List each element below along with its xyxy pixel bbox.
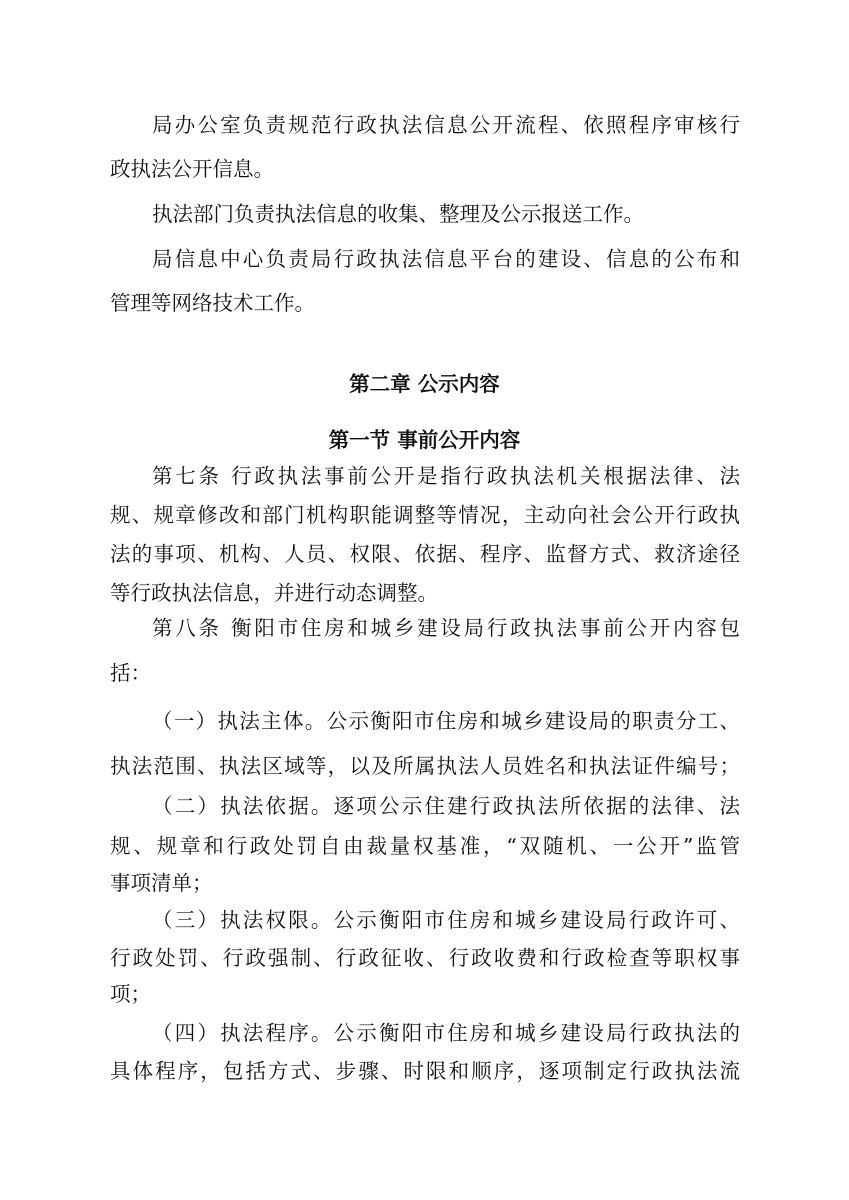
- item-2-line-3: 事项清单；: [110, 871, 213, 895]
- article-7-line-4: 等行政执法信息，并进行动态调整。: [110, 581, 438, 605]
- paragraph-office-duty-line-1: 局办公室负责规范行政执法信息公开流程、依照程序审核行: [152, 113, 740, 137]
- item-1-line-1: （一）执法主体。公示衡阳市住房和城乡建设局的职责分工、: [152, 709, 740, 733]
- item-4-line-2: 具体程序，包括方式、步骤、时限和顺序，逐项制定行政执法流: [110, 1059, 740, 1083]
- item-3-line-3: 项；: [110, 982, 151, 1006]
- paragraph-office-duty-line-2: 政执法公开信息。: [110, 157, 274, 181]
- item-2-line-2: 规、规章和行政处罚自由裁量权基准，“双随机、一公开”监管: [110, 834, 740, 858]
- paragraph-enforcement-dept-duty: 执法部门负责执法信息的收集、整理及公示报送工作。: [152, 202, 644, 226]
- item-2-line-1: （二）执法依据。逐项公示住建行政执法所依据的法律、法: [152, 794, 740, 818]
- article-8-line-2: 括：: [110, 661, 151, 685]
- article-7-line-3: 法的事项、机构、人员、权限、依据、程序、监督方式、救济途径: [110, 542, 740, 566]
- item-3-line-2: 行政处罚、行政强制、行政征收、行政收费和行政检查等职权事: [110, 946, 740, 970]
- item-4-line-1: （四）执法程序。公示衡阳市住房和城乡建设局行政执法的: [152, 1021, 740, 1045]
- article-7-line-2: 规、规章修改和部门机构职能调整等情况，主动向社会公开行政执: [110, 503, 740, 527]
- article-8-line-1: 第八条 衡阳市住房和城乡建设局行政执法事前公开内容包: [152, 616, 740, 640]
- item-1-line-2: 执法范围、执法区域等，以及所属执法人员姓名和执法证件编号；: [110, 754, 740, 778]
- section-heading: 第一节 事前公开内容: [328, 428, 521, 452]
- chapter-heading: 第二章 公示内容: [349, 372, 500, 396]
- paragraph-info-center-duty-line-1: 局信息中心负责局行政执法信息平台的建设、信息的公布和: [152, 247, 740, 271]
- article-7-line-1: 第七条 行政执法事前公开是指行政执法机关根据法律、法: [152, 464, 740, 488]
- item-3-line-1: （三）执法权限。公示衡阳市住房和城乡建设局行政许可、: [152, 908, 740, 932]
- paragraph-info-center-duty-line-2: 管理等网络技术工作。: [110, 291, 315, 315]
